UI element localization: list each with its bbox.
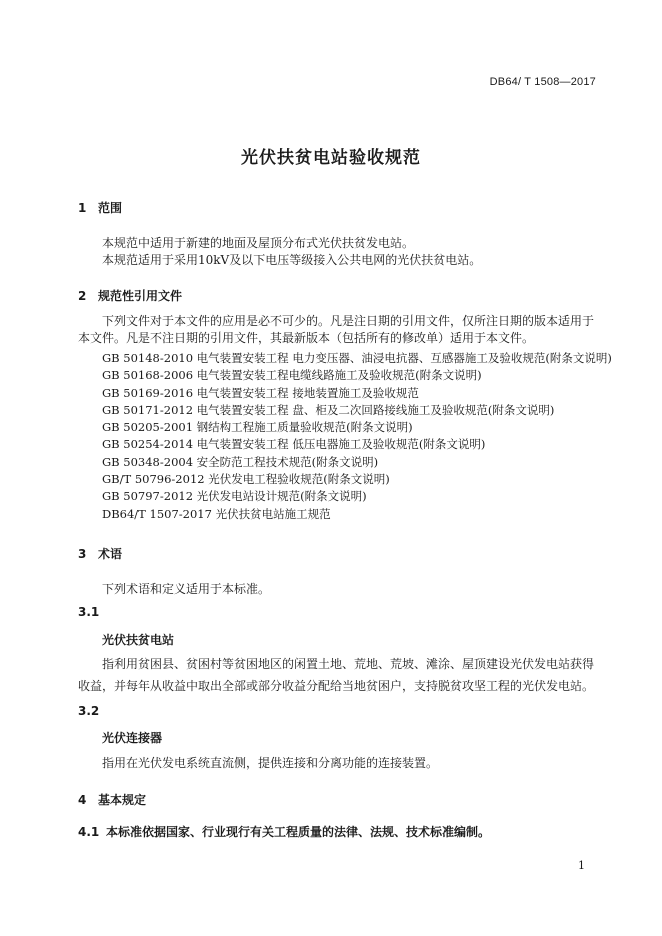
section-1-heading <box>78 199 122 216</box>
reference-item: GB 50348-2004 安全防范工程技术规范(附条文说明) <box>102 454 379 469</box>
section-number: 1 <box>78 201 87 215</box>
clause <box>78 823 490 840</box>
clause-number: 4.1 <box>78 825 100 839</box>
term-number: 3.1 <box>78 605 100 619</box>
paragraph: 本规范中适用于新建的地面及屋顶分布式光伏扶贫发电站。 <box>102 236 415 250</box>
section-title: 规范性引用文件 <box>98 289 183 303</box>
section-2-heading <box>78 287 182 304</box>
section-number: 3 <box>78 547 87 561</box>
section-4-heading <box>78 791 146 808</box>
term-number: 3.2 <box>78 704 100 718</box>
reference-item: GB 50171-2012 电气装置安装工程 盘、柜及二次回路接线施工及验收规范(附条文说明) <box>102 402 555 417</box>
standard-code: DB64/ T 1508—2017 <box>489 76 596 88</box>
section-number: 4 <box>78 793 87 807</box>
page-number: 1 <box>578 859 585 872</box>
reference-item: DB64/T 1507-2017 光伏扶贫电站施工规范 <box>102 506 331 521</box>
paragraph: 本规范适用于采用10kV及以下电压等级接入公共电网的光伏扶贫电站。 <box>102 253 482 267</box>
clause-text: 本标准依据国家、行业现行有关工程质量的法律、法规、技术标准编制。 <box>106 825 491 839</box>
reference-list <box>102 350 612 523</box>
reference-item: GB/T 50796-2012 光伏发电工程验收规范(附条文说明) <box>102 472 390 487</box>
reference-item: GB 50254-2014 电气装置安装工程 低压电器施工及验收规范(附条文说明) <box>102 437 486 452</box>
section-3-intro: 下列术语和定义适用于本标准。 <box>102 582 271 596</box>
section-title: 范围 <box>98 201 123 215</box>
term-name: 光伏连接器 <box>102 731 163 745</box>
section-title: 术语 <box>98 547 123 561</box>
section-3-heading <box>78 545 122 562</box>
section-number: 2 <box>78 289 87 303</box>
section-title: 基本规定 <box>98 793 147 807</box>
reference-item: GB 50797-2012 光伏发电站设计规范(附条文说明) <box>102 489 367 504</box>
term-definition: 指利用贫困县、贫困村等贫困地区的闲置土地、荒地、荒坡、滩涂、屋顶建设光伏发电站获得收益，并每年从收益中取出全部或部分收益分配给当地贫困户，支持脱贫攻坚工程的光伏发电站。 <box>78 657 595 693</box>
reference-item: GB 50205-2001 钢结构工程施工质量验收规范(附条文说明) <box>102 420 413 435</box>
reference-item: GB 50168-2006 电气装置安装工程电缆线路施工及验收规范(附条文说明) <box>102 368 482 383</box>
section-2-intro: 下列文件对于本文件的应用是必不可少的。凡是注日期的引用文件，仅所注日期的版本适用于本文件。凡是不注日期的引用文件，其最新版本（包括所有的修改单）适用于本文件。 <box>78 314 595 345</box>
term-definition: 指用在光伏发电系统直流侧，提供连接和分离功能的连接装置。 <box>102 756 439 770</box>
reference-item: GB 50169-2016 电气装置安装工程 接地装置施工及验收规范 <box>102 385 419 400</box>
reference-item: GB 50148-2010 电气装置安装工程 电力变压器、油浸电抗器、互感器施工及验收规范(附条文说明) <box>102 351 612 365</box>
term-name: 光伏扶贫电站 <box>102 633 175 647</box>
document-title: 光伏扶贫电站验收规范 <box>241 148 421 168</box>
